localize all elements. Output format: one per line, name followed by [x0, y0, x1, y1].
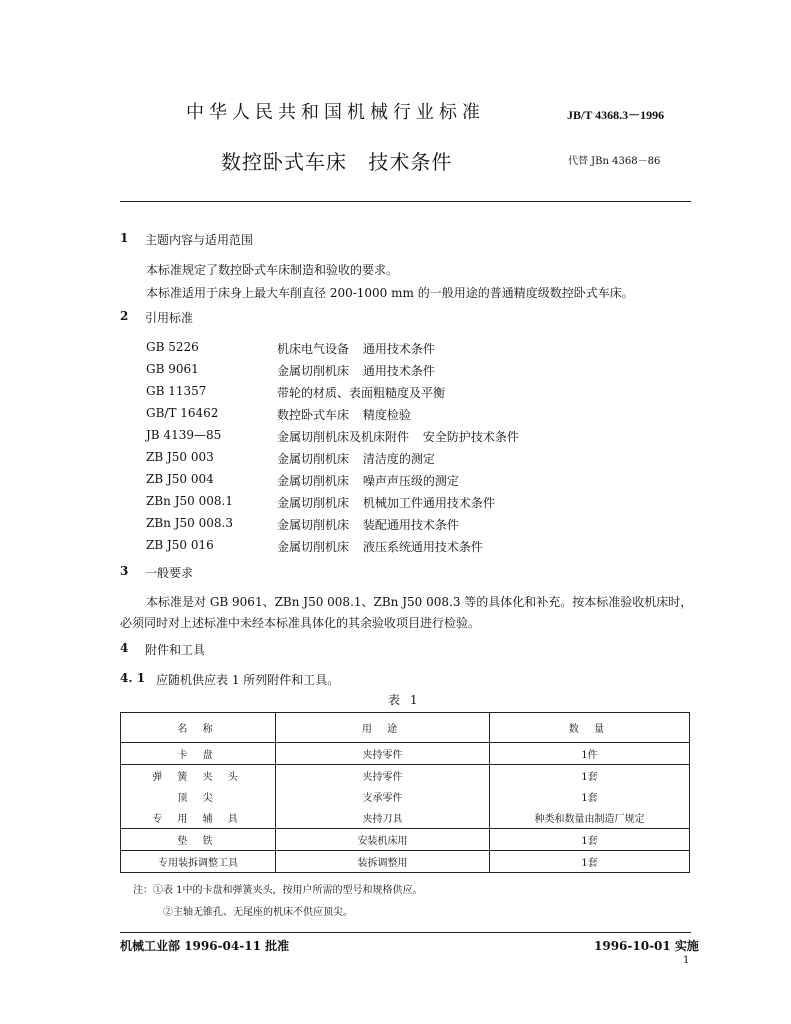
table-cell: 夹持零件	[276, 743, 490, 765]
table-row	[121, 851, 690, 873]
table-cell: 1件	[490, 743, 690, 765]
section-2-number: 2	[120, 309, 129, 323]
reference-code: GB 5226	[146, 340, 199, 354]
reference-name: 带轮的材质、表面粗糙度及平衡	[277, 386, 446, 400]
reference-code: GB 11357	[146, 384, 207, 398]
table-header-cell: 名 称	[121, 713, 276, 743]
section-3-paragraph-line-1: 本标准是对 GB 9061、ZBn J50 008.1、ZBn J50 008.3 等的具体化和补充。按本标准验收机床时，	[146, 595, 693, 609]
table-cell: 1套	[490, 786, 690, 807]
section-3-paragraph-line-2: 必须同时对上述标准中未经本标准具体化的其余验收项目进行检验。	[120, 616, 481, 630]
effective-date-line: 1996-10-01 实施	[594, 939, 699, 953]
reference-code: GB/T 16462	[146, 406, 219, 420]
table-row	[121, 765, 690, 787]
section-1-title: 主题内容与适用范围	[145, 233, 254, 247]
reference-code: ZB J50 004	[146, 472, 214, 486]
reference-name: 金属切削机床 清洁度的测定	[277, 452, 435, 466]
table-cell: 夹持刀具	[276, 807, 490, 829]
footer-divider	[120, 932, 691, 933]
table-note-2: ②主轴无锥孔、无尾座的机床不供应顶尖。	[163, 907, 353, 918]
page-number: 1	[683, 955, 690, 966]
table-cell: 垫 铁	[121, 829, 276, 851]
reference-code: ZBn J50 008.1	[146, 494, 233, 508]
table-cell: 安装机床用	[276, 829, 490, 851]
reference-name: 金属切削机床 通用技术条件	[277, 364, 435, 378]
table-caption: 表 1	[388, 693, 418, 707]
table-cell: 弹 簧 夹 头	[121, 765, 276, 787]
reference-name: 金属切削机床 机械加工件通用技术条件	[277, 496, 495, 510]
table-cell: 1套	[490, 829, 690, 851]
section-1-number: 1	[120, 231, 129, 245]
section-4-number: 4	[120, 641, 129, 655]
standard-category-title: 中华人民共和国机械行业标准	[186, 102, 485, 123]
reference-name: 金属切削机床及机床附件 安全防护技术条件	[277, 430, 519, 444]
table-cell: 专 用 辅 具	[121, 807, 276, 829]
reference-name: 金属切削机床 液压系统通用技术条件	[277, 540, 483, 554]
section-4-1-number: 4. 1	[120, 671, 146, 685]
section-1-paragraph-2: 本标准适用于床身上最大车削直径 200-1000 mm 的一般用途的普通精度级数控卧式车床。	[146, 286, 634, 300]
table-cell: 顶 尖	[121, 786, 276, 807]
reference-name: 机床电气设备 通用技术条件	[277, 342, 435, 356]
reference-code: GB 9061	[146, 362, 199, 376]
reference-code: ZBn J50 008.3	[146, 516, 233, 530]
table-header-cell: 数 量	[490, 713, 690, 743]
table-row	[121, 807, 690, 829]
approval-line: 机械工业部 1996-04-11 批准	[120, 939, 290, 953]
reference-name: 数控卧式车床 精度检验	[277, 408, 411, 422]
table-cell: 专用装拆调整工具	[121, 851, 276, 873]
replaces-note: 代替 JBn 4368－86	[568, 156, 661, 167]
section-4-1-text: 应随机供应表 1 所列附件和工具。	[156, 673, 340, 687]
standard-number: JB/T 4368.3－1996	[567, 108, 665, 122]
table-cell: 支承零件	[276, 786, 490, 807]
document-title: 数控卧式车床 技术条件	[221, 150, 453, 174]
reference-code: JB 4139—85	[146, 428, 222, 442]
section-2-title: 引用标准	[145, 311, 194, 325]
header-divider	[120, 201, 691, 202]
table-row	[121, 743, 690, 765]
table-header-row	[121, 713, 690, 743]
reference-code: ZB J50 003	[146, 450, 214, 464]
table-cell: 夹持零件	[276, 765, 490, 787]
section-1-paragraph-1: 本标准规定了数控卧式车床制造和验收的要求。	[146, 263, 399, 277]
table-cell: 装拆调整用	[276, 851, 490, 873]
section-3-number: 3	[120, 564, 129, 578]
section-4-title: 附件和工具	[145, 643, 206, 657]
table-cell: 卡 盘	[121, 743, 276, 765]
table-header-cell: 用 途	[276, 713, 490, 743]
reference-name: 金属切削机床 噪声声压级的测定	[277, 474, 459, 488]
table-cell: 种类和数量由制造厂规定	[490, 807, 690, 829]
table-cell: 1套	[490, 851, 690, 873]
section-3-title: 一般要求	[145, 566, 194, 580]
reference-code: ZB J50 016	[146, 538, 214, 552]
table-row	[121, 786, 690, 807]
reference-name: 金属切削机床 装配通用技术条件	[277, 518, 459, 532]
table-note-1: 注：①表 1中的卡盘和弹簧夹头，按用户所需的型号和规格供应。	[133, 885, 423, 896]
table-row	[121, 829, 690, 851]
accessories-table	[120, 712, 690, 873]
table-cell: 1套	[490, 765, 690, 787]
